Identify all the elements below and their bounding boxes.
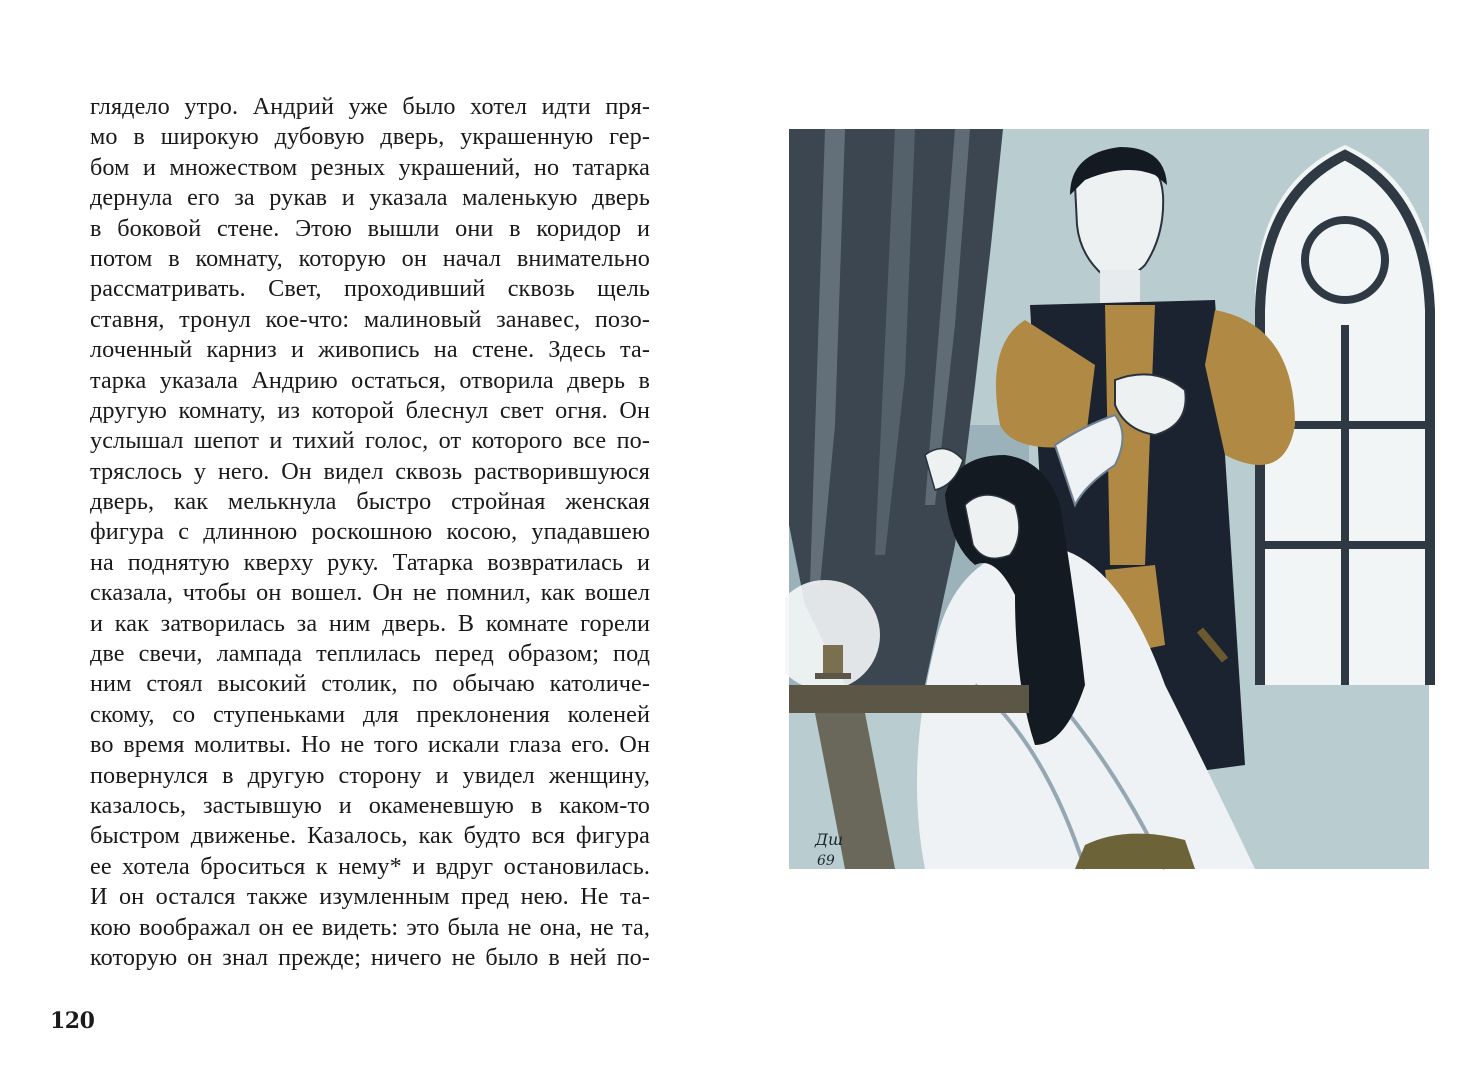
artist-signature: Дш [815,830,844,849]
text-line: ним стоял высокий столик, по обычаю католиче- [90,670,650,698]
text-line: и как затворилась за ним дверь. В комнате горели [90,609,650,637]
text-line: скому, со ступеньками для преклонения коленей [90,700,650,728]
text-line: во время молитвы. Но не того искали глаза его. Он [90,731,650,759]
text-line: ставня, тронул кое-что: малиновый занавес, позо- [90,305,650,333]
text-line: казалось, застывшую и окаменевшую в каком-то [90,791,650,819]
illustration [785,125,1435,877]
text-line: рассматривать. Свет, проходивший сквозь щель [90,275,650,303]
illustration-artwork [785,125,1435,877]
text-line: две свечи, лампада теплилась перед образом; под [90,640,650,668]
text-line: сказала, чтобы он вошел. Он не помнил, как вошел [90,579,650,607]
text-line: кою воображал он ее видеть: это была не она, не та, [90,913,650,941]
text-line: в боковой стене. Этою вышли они в коридор и [90,214,650,242]
text-line: И он остался также изумленным пред нею. Не та- [90,883,650,911]
text-line: услышал шепот и тихий голос, от которого все по- [90,427,650,455]
text-line: на поднятую кверху руку. Татарка возвратилась и [90,548,650,576]
text-line: мо в широкую дубовую дверь, украшенную гер- [90,123,650,151]
text-line: фигура с длинною роскошною косою, упадавшею [90,518,650,546]
text-line: тряслось у него. Он видел сквозь растворившуюся [90,457,650,485]
text-line: которую он знал прежде; ничего не было в ней по- [90,943,650,971]
text-line: быстром движенье. Казалось, как будто вся фигура [90,822,650,850]
text-line: лоченный карниз и живопись на стене. Здесь та- [90,336,650,364]
artist-signature-year: 69 [817,853,835,869]
text-line: дверь, как мелькнула быстро стройная женская [90,488,650,516]
text-line: глядело утро. Андрий уже было хотел идти пря- [90,93,650,120]
text-line: потом в комнату, которую он начал внимательно [90,244,650,272]
text-line: другую комнату, из которой блеснул свет огня. Он [90,396,650,424]
text-line: ее хотела броситься к нему* и вдруг остановилась. [90,852,650,880]
text-line: дернула его за рукав и указала маленькую дверь [90,184,650,212]
text-line: тарка указала Андрию остаться, отворила дверь в [90,366,650,394]
text-line: повернулся в другую сторону и увидел женщину, [90,761,650,789]
body-text [90,92,650,973]
page-number: 120 [50,1008,95,1034]
text-line: бом и множеством резных украшений, но татарка [90,153,650,181]
